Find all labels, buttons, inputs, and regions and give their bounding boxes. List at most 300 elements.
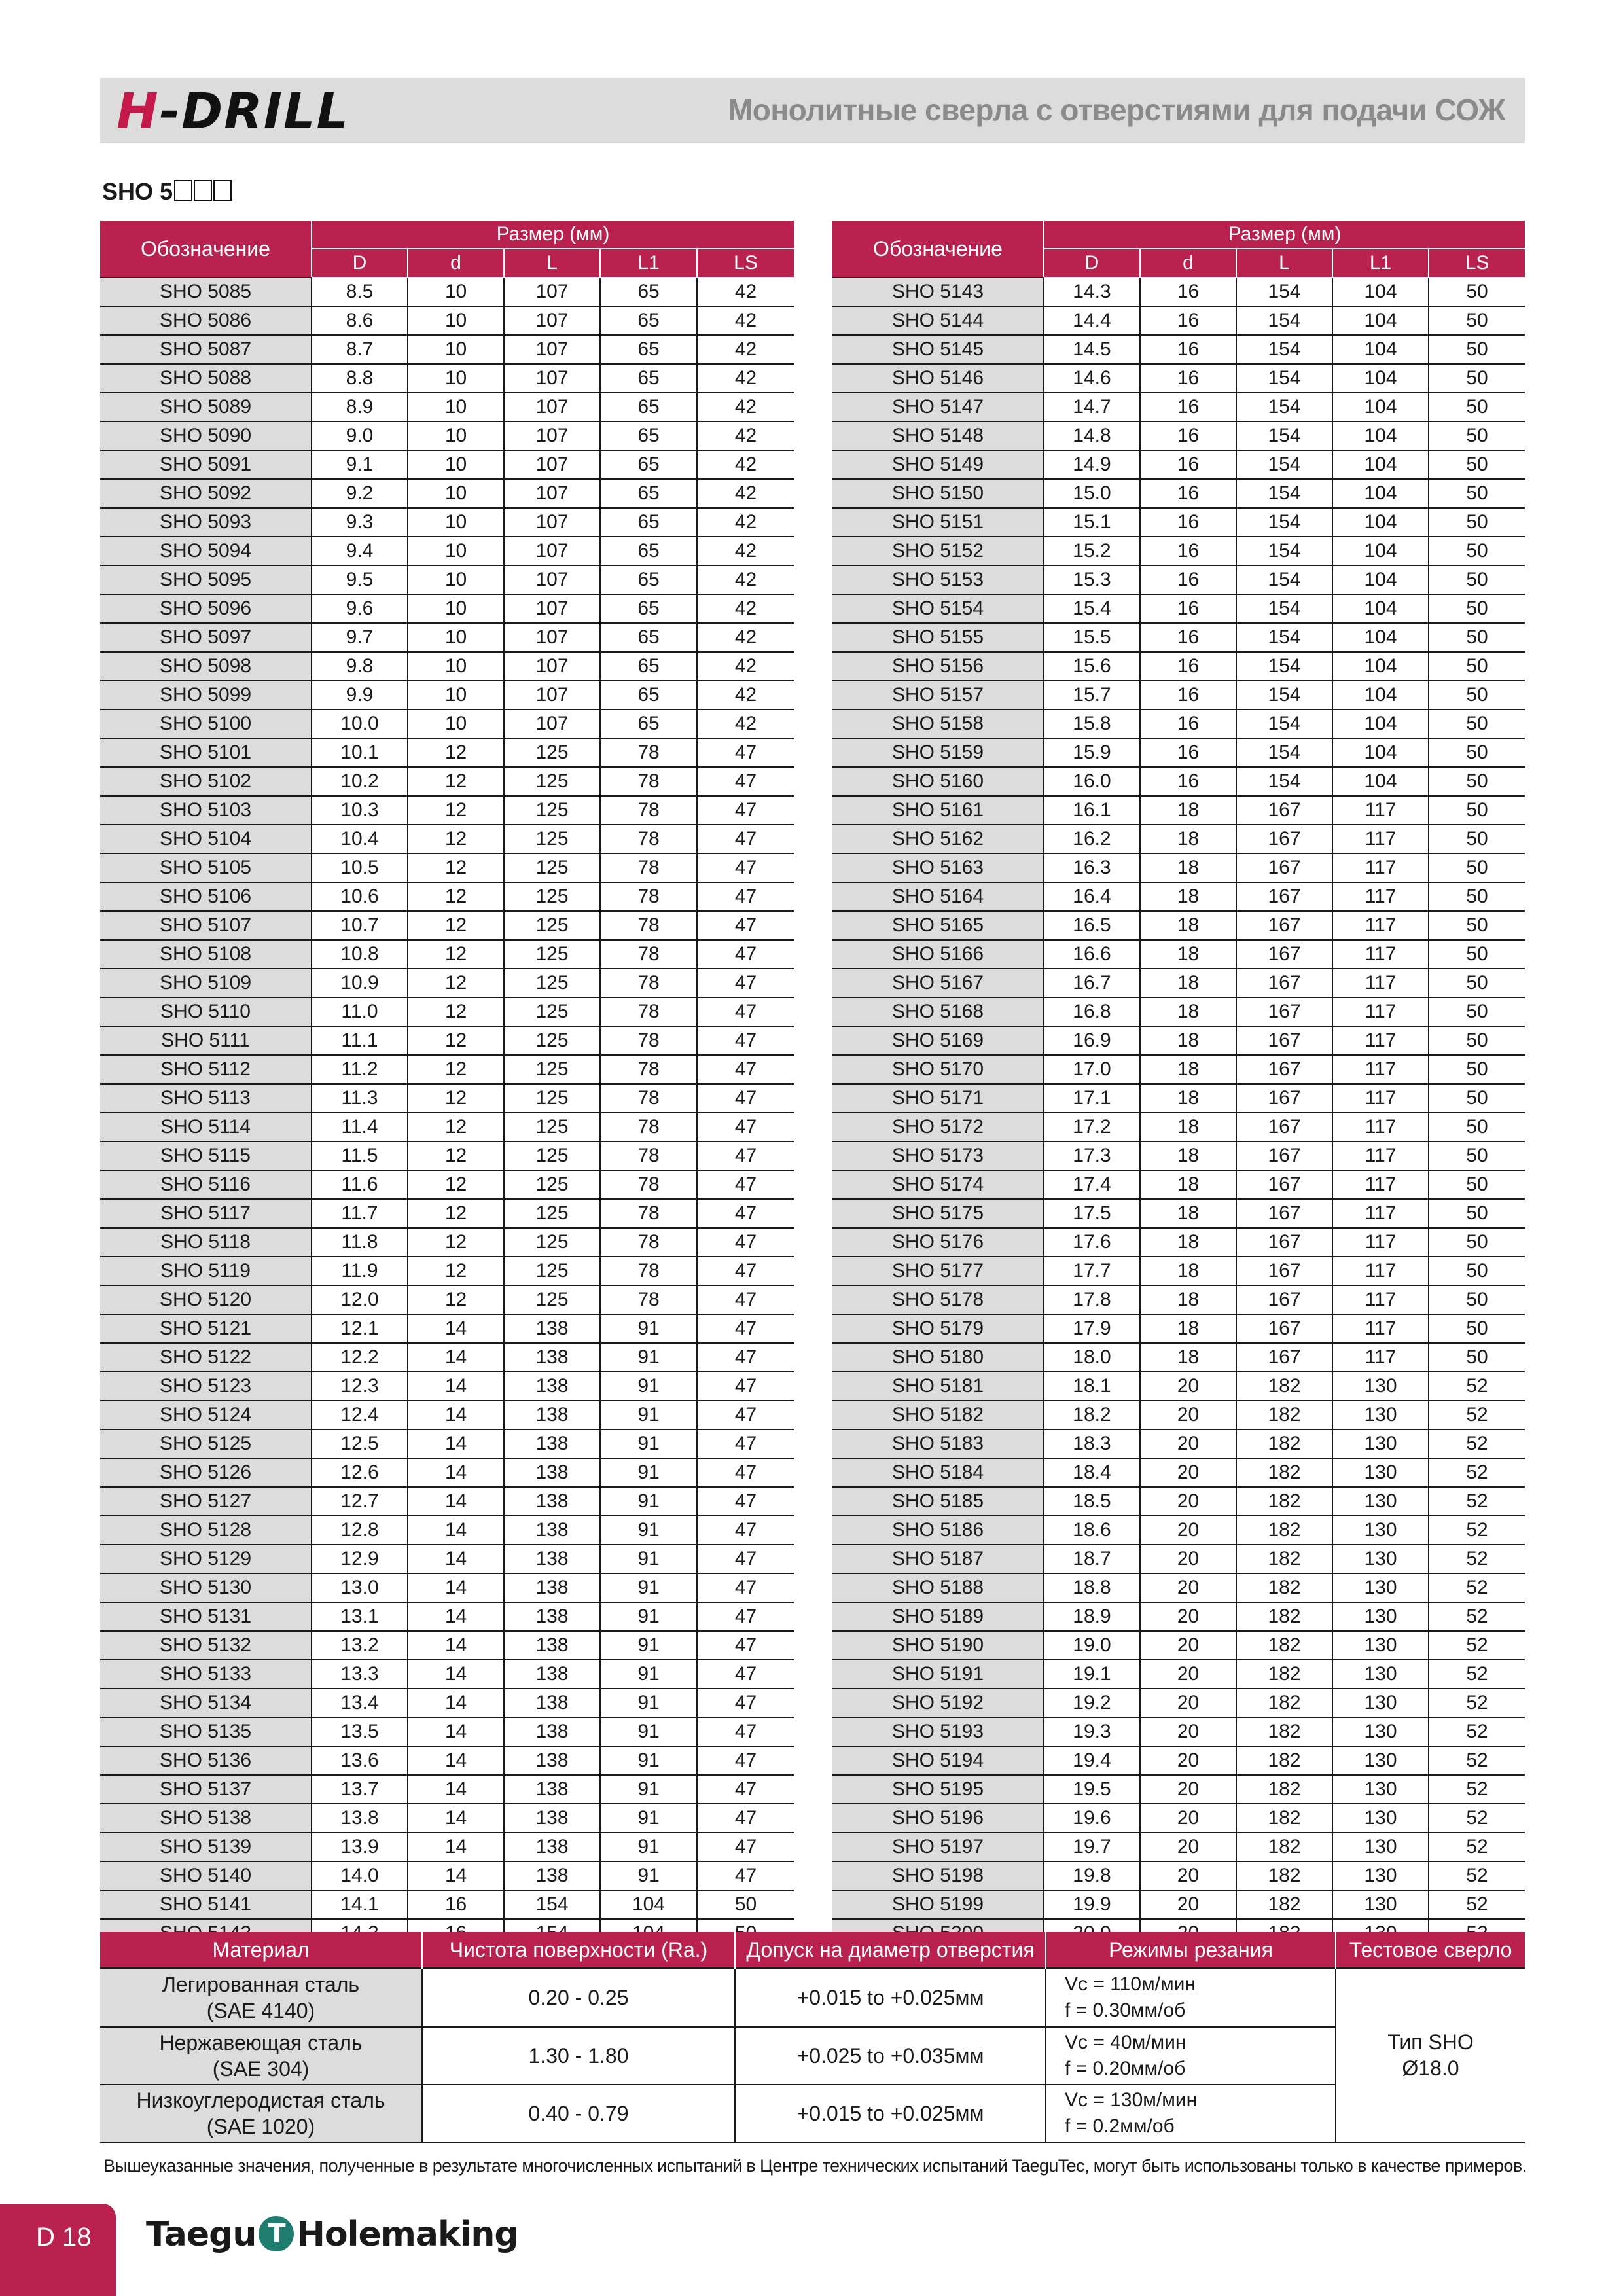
table-row xyxy=(832,738,1525,767)
size-cell: 47 xyxy=(697,1257,794,1285)
size-cell: 117 xyxy=(1332,1026,1429,1055)
designation-cell: SHO 5160 xyxy=(832,767,1044,796)
size-cell: 138 xyxy=(504,1401,600,1429)
size-cell: 12.2 xyxy=(312,1343,408,1372)
table-row xyxy=(100,1026,794,1055)
designation-cell: SHO 5192 xyxy=(832,1689,1044,1717)
table-row xyxy=(100,1401,794,1429)
size-cell: 10 xyxy=(408,278,504,306)
size-cell: 11.1 xyxy=(312,1026,408,1055)
size-cell: 117 xyxy=(1332,853,1429,882)
size-cell: 52 xyxy=(1429,1861,1525,1890)
table-row xyxy=(100,508,794,537)
size-cell: 11.9 xyxy=(312,1257,408,1285)
size-cell: 42 xyxy=(697,278,794,306)
size-cell: 15.9 xyxy=(1044,738,1140,767)
size-cell: 14 xyxy=(408,1717,504,1746)
table-row xyxy=(100,1257,794,1285)
size-cell: 11.8 xyxy=(312,1228,408,1257)
size-cell: 154 xyxy=(1236,623,1332,652)
table-row xyxy=(832,278,1525,306)
table-row xyxy=(832,1026,1525,1055)
size-cell: 12.7 xyxy=(312,1487,408,1516)
table-row xyxy=(832,1631,1525,1660)
size-cell: 138 xyxy=(504,1573,600,1602)
size-cell: 18.6 xyxy=(1044,1516,1140,1545)
size-cell: 47 xyxy=(697,1084,794,1113)
size-cell: 10 xyxy=(408,681,504,709)
size-cell: 107 xyxy=(504,709,600,738)
size-cell: 42 xyxy=(697,450,794,479)
table-row xyxy=(832,940,1525,969)
size-cell: 18 xyxy=(1140,1257,1236,1285)
table-row xyxy=(832,1545,1525,1573)
size-cell: 16.8 xyxy=(1044,997,1140,1026)
size-cell: 104 xyxy=(1332,508,1429,537)
size-cell: 117 xyxy=(1332,1285,1429,1314)
designation-cell: SHO 5122 xyxy=(100,1343,312,1372)
size-cell: 78 xyxy=(600,1084,697,1113)
table-row xyxy=(832,882,1525,911)
header-col-L1: L1 xyxy=(600,249,697,278)
size-cell: 104 xyxy=(1332,681,1429,709)
size-cell: 47 xyxy=(697,882,794,911)
table-row xyxy=(832,565,1525,594)
designation-cell: SHO 5158 xyxy=(832,709,1044,738)
size-cell: 14 xyxy=(408,1487,504,1516)
size-cell: 14.6 xyxy=(1044,364,1140,393)
size-cell: 11.7 xyxy=(312,1199,408,1228)
table-row xyxy=(100,1113,794,1141)
table-row xyxy=(832,796,1525,825)
size-cell: 182 xyxy=(1236,1689,1332,1717)
table-row xyxy=(100,422,794,450)
size-cell: 104 xyxy=(1332,652,1429,681)
size-cell: 167 xyxy=(1236,997,1332,1026)
table-row xyxy=(100,1660,794,1689)
size-cell: 125 xyxy=(504,853,600,882)
table-row xyxy=(832,1660,1525,1689)
size-cell: 10.1 xyxy=(312,738,408,767)
table-row xyxy=(832,1890,1525,1919)
surface-finish-cell: 1.30 - 1.80 xyxy=(422,2027,735,2085)
size-cell: 125 xyxy=(504,738,600,767)
size-cell: 19.5 xyxy=(1044,1775,1140,1804)
size-cell: 104 xyxy=(1332,422,1429,450)
size-cell: 16 xyxy=(1140,623,1236,652)
size-cell: 9.4 xyxy=(312,537,408,565)
size-cell: 47 xyxy=(697,1458,794,1487)
designation-cell: SHO 5115 xyxy=(100,1141,312,1170)
size-cell: 50 xyxy=(1429,479,1525,508)
designation-cell: SHO 5188 xyxy=(832,1573,1044,1602)
size-cell: 138 xyxy=(504,1746,600,1775)
size-cell: 107 xyxy=(504,278,600,306)
designation-cell: SHO 5198 xyxy=(832,1861,1044,1890)
size-cell: 50 xyxy=(1429,537,1525,565)
table-row xyxy=(100,306,794,335)
size-cell: 16.6 xyxy=(1044,940,1140,969)
size-cell: 130 xyxy=(1332,1660,1429,1689)
size-cell: 52 xyxy=(1429,1804,1525,1833)
size-cell: 91 xyxy=(600,1343,697,1372)
designation-cell: SHO 5107 xyxy=(100,911,312,940)
size-cell: 42 xyxy=(697,681,794,709)
table-row xyxy=(832,1861,1525,1890)
designation-cell: SHO 5189 xyxy=(832,1602,1044,1631)
size-cell: 20 xyxy=(1140,1602,1236,1631)
size-cell: 42 xyxy=(697,565,794,594)
size-cell: 42 xyxy=(697,594,794,623)
size-cell: 16.0 xyxy=(1044,767,1140,796)
table-row xyxy=(832,1257,1525,1285)
designation-cell: SHO 5181 xyxy=(832,1372,1044,1401)
size-cell: 19.9 xyxy=(1044,1890,1140,1919)
size-cell: 16 xyxy=(1140,278,1236,306)
size-cell: 117 xyxy=(1332,911,1429,940)
size-cell: 18.0 xyxy=(1044,1343,1140,1372)
size-cell: 50 xyxy=(1429,1026,1525,1055)
size-cell: 138 xyxy=(504,1689,600,1717)
table-row xyxy=(100,364,794,393)
size-cell: 16 xyxy=(1140,681,1236,709)
surface-finish-cell: 0.40 - 0.79 xyxy=(422,2085,735,2142)
table-row xyxy=(100,1833,794,1861)
size-cell: 50 xyxy=(1429,969,1525,997)
table-row xyxy=(832,969,1525,997)
size-cell: 154 xyxy=(1236,335,1332,364)
size-cell: 9.1 xyxy=(312,450,408,479)
size-cell: 47 xyxy=(697,969,794,997)
size-cell: 10 xyxy=(408,594,504,623)
size-cell: 14 xyxy=(408,1660,504,1689)
designation-cell: SHO 5196 xyxy=(832,1804,1044,1833)
size-cell: 125 xyxy=(504,1257,600,1285)
designation-cell: SHO 5194 xyxy=(832,1746,1044,1775)
size-cell: 167 xyxy=(1236,1170,1332,1199)
size-cell: 9.6 xyxy=(312,594,408,623)
size-cell: 91 xyxy=(600,1401,697,1429)
designation-cell: SHO 5161 xyxy=(832,796,1044,825)
header-col-LS: LS xyxy=(697,249,794,278)
size-cell: 125 xyxy=(504,1026,600,1055)
size-cell: 20 xyxy=(1140,1458,1236,1487)
size-cell: 12 xyxy=(408,882,504,911)
size-cell: 138 xyxy=(504,1372,600,1401)
size-cell: 50 xyxy=(1429,335,1525,364)
size-cell: 130 xyxy=(1332,1717,1429,1746)
size-cell: 78 xyxy=(600,825,697,853)
size-cell: 182 xyxy=(1236,1458,1332,1487)
size-cell: 138 xyxy=(504,1602,600,1631)
size-cell: 19.0 xyxy=(1044,1631,1140,1660)
size-cell: 154 xyxy=(1236,594,1332,623)
size-cell: 50 xyxy=(1429,709,1525,738)
size-cell: 17.2 xyxy=(1044,1113,1140,1141)
header-tolerance: Допуск на диаметр отверстия xyxy=(735,1932,1046,1968)
size-cell: 13.5 xyxy=(312,1717,408,1746)
size-cell: 125 xyxy=(504,1170,600,1199)
size-cell: 65 xyxy=(600,652,697,681)
size-cell: 117 xyxy=(1332,997,1429,1026)
size-cell: 52 xyxy=(1429,1833,1525,1861)
size-cell: 91 xyxy=(600,1775,697,1804)
size-cell: 130 xyxy=(1332,1602,1429,1631)
size-cell: 117 xyxy=(1332,1113,1429,1141)
size-cell: 78 xyxy=(600,1113,697,1141)
size-cell: 130 xyxy=(1332,1689,1429,1717)
designation-cell: SHO 5128 xyxy=(100,1516,312,1545)
size-cell: 18 xyxy=(1140,1314,1236,1343)
designation-cell: SHO 5175 xyxy=(832,1199,1044,1228)
designation-cell: SHO 5193 xyxy=(832,1717,1044,1746)
size-cell: 9.8 xyxy=(312,652,408,681)
size-cell: 14 xyxy=(408,1545,504,1573)
designation-cell: SHO 5135 xyxy=(100,1717,312,1746)
size-cell: 52 xyxy=(1429,1746,1525,1775)
size-cell: 13.2 xyxy=(312,1631,408,1660)
designation-cell: SHO 5085 xyxy=(100,278,312,306)
size-cell: 13.0 xyxy=(312,1573,408,1602)
table-row xyxy=(832,508,1525,537)
size-cell: 17.1 xyxy=(1044,1084,1140,1113)
size-cell: 16 xyxy=(1140,393,1236,422)
size-cell: 16 xyxy=(1140,422,1236,450)
size-cell: 138 xyxy=(504,1717,600,1746)
size-cell: 91 xyxy=(600,1660,697,1689)
size-cell: 117 xyxy=(1332,1141,1429,1170)
size-cell: 182 xyxy=(1236,1717,1332,1746)
designation-cell: SHO 5129 xyxy=(100,1545,312,1573)
size-cell: 42 xyxy=(697,393,794,422)
designation-cell: SHO 5173 xyxy=(832,1141,1044,1170)
tolerance-cell: +0.015 to +0.025мм xyxy=(735,1968,1046,2027)
size-cell: 154 xyxy=(1236,537,1332,565)
size-cell: 182 xyxy=(1236,1372,1332,1401)
size-cell: 167 xyxy=(1236,940,1332,969)
size-cell: 125 xyxy=(504,911,600,940)
table-row xyxy=(100,1545,794,1573)
size-cell: 18.3 xyxy=(1044,1429,1140,1458)
size-cell: 42 xyxy=(697,537,794,565)
size-cell: 18 xyxy=(1140,1228,1236,1257)
size-cell: 125 xyxy=(504,940,600,969)
size-cell: 12 xyxy=(408,1026,504,1055)
size-cell: 18 xyxy=(1140,1084,1236,1113)
size-cell: 50 xyxy=(1429,1141,1525,1170)
size-cell: 52 xyxy=(1429,1775,1525,1804)
table-row xyxy=(100,1487,794,1516)
size-cell: 10.3 xyxy=(312,796,408,825)
size-cell: 15.8 xyxy=(1044,709,1140,738)
size-cell: 15.6 xyxy=(1044,652,1140,681)
size-cell: 78 xyxy=(600,1257,697,1285)
size-cell: 16 xyxy=(1140,652,1236,681)
cutting-mode-cell: Vc = 130м/мин f = 0.2мм/об xyxy=(1046,2085,1336,2142)
size-cell: 11.2 xyxy=(312,1055,408,1084)
designation-cell: SHO 5195 xyxy=(832,1775,1044,1804)
size-cell: 47 xyxy=(697,738,794,767)
size-cell: 16 xyxy=(1140,306,1236,335)
size-cell: 50 xyxy=(1429,738,1525,767)
size-cell: 125 xyxy=(504,796,600,825)
size-cell: 16 xyxy=(1140,565,1236,594)
size-cell: 154 xyxy=(1236,393,1332,422)
size-cell: 20 xyxy=(1140,1516,1236,1545)
size-cell: 20 xyxy=(1140,1429,1236,1458)
size-cell: 42 xyxy=(697,335,794,364)
table-row xyxy=(100,1343,794,1372)
table-row xyxy=(832,997,1525,1026)
size-cell: 91 xyxy=(600,1545,697,1573)
size-cell: 18 xyxy=(1140,853,1236,882)
table-row xyxy=(100,393,794,422)
size-cell: 167 xyxy=(1236,1084,1332,1113)
size-cell: 130 xyxy=(1332,1401,1429,1429)
designation-cell: SHO 5163 xyxy=(832,853,1044,882)
size-cell: 20 xyxy=(1140,1401,1236,1429)
size-cell: 9.7 xyxy=(312,623,408,652)
table-row xyxy=(832,450,1525,479)
size-cell: 50 xyxy=(1429,450,1525,479)
size-cell: 52 xyxy=(1429,1573,1525,1602)
size-cell: 14 xyxy=(408,1602,504,1631)
size-cell: 50 xyxy=(1429,911,1525,940)
size-cell: 18.5 xyxy=(1044,1487,1140,1516)
size-cell: 154 xyxy=(1236,278,1332,306)
size-cell: 130 xyxy=(1332,1861,1429,1890)
table-row xyxy=(100,1055,794,1084)
size-cell: 47 xyxy=(697,1141,794,1170)
designation-cell: SHO 5197 xyxy=(832,1833,1044,1861)
size-cell: 182 xyxy=(1236,1660,1332,1689)
table-row xyxy=(100,1314,794,1343)
size-cell: 104 xyxy=(1332,738,1429,767)
size-cell: 8.8 xyxy=(312,364,408,393)
size-cell: 167 xyxy=(1236,911,1332,940)
size-cell: 19.6 xyxy=(1044,1804,1140,1833)
table-row xyxy=(100,1084,794,1113)
designation-cell: SHO 5148 xyxy=(832,422,1044,450)
designation-cell: SHO 5165 xyxy=(832,911,1044,940)
size-cell: 14 xyxy=(408,1746,504,1775)
table-row xyxy=(100,623,794,652)
designation-cell: SHO 5132 xyxy=(100,1631,312,1660)
designation-cell: SHO 5111 xyxy=(100,1026,312,1055)
designation-cell: SHO 5123 xyxy=(100,1372,312,1401)
size-cell: 107 xyxy=(504,335,600,364)
size-cell: 50 xyxy=(1429,940,1525,969)
size-cell: 10.9 xyxy=(312,969,408,997)
size-cell: 50 xyxy=(1429,997,1525,1026)
designation-cell: SHO 5104 xyxy=(100,825,312,853)
size-cell: 20 xyxy=(1140,1660,1236,1689)
size-cell: 138 xyxy=(504,1861,600,1890)
size-cell: 47 xyxy=(697,1372,794,1401)
size-cell: 182 xyxy=(1236,1861,1332,1890)
designation-cell: SHO 5098 xyxy=(100,652,312,681)
size-cell: 138 xyxy=(504,1545,600,1573)
designation-cell: SHO 5093 xyxy=(100,508,312,537)
size-cell: 78 xyxy=(600,911,697,940)
size-cell: 182 xyxy=(1236,1804,1332,1833)
designation-cell: SHO 5090 xyxy=(100,422,312,450)
size-cell: 8.7 xyxy=(312,335,408,364)
designation-cell: SHO 5179 xyxy=(832,1314,1044,1343)
size-cell: 125 xyxy=(504,1199,600,1228)
size-cell: 11.6 xyxy=(312,1170,408,1199)
size-cell: 91 xyxy=(600,1458,697,1487)
designation-cell: SHO 5183 xyxy=(832,1429,1044,1458)
size-cell: 10 xyxy=(408,652,504,681)
size-cell: 18.1 xyxy=(1044,1372,1140,1401)
size-cell: 182 xyxy=(1236,1631,1332,1660)
designation-cell: SHO 5113 xyxy=(100,1084,312,1113)
size-cell: 107 xyxy=(504,393,600,422)
size-cell: 154 xyxy=(1236,565,1332,594)
size-cell: 12 xyxy=(408,1113,504,1141)
size-cell: 167 xyxy=(1236,882,1332,911)
designation-cell: SHO 5178 xyxy=(832,1285,1044,1314)
size-cell: 167 xyxy=(1236,969,1332,997)
size-cell: 107 xyxy=(504,681,600,709)
size-cell: 104 xyxy=(1332,450,1429,479)
size-cell: 16.5 xyxy=(1044,911,1140,940)
table-row xyxy=(832,1833,1525,1861)
size-cell: 12 xyxy=(408,738,504,767)
size-cell: 107 xyxy=(504,652,600,681)
designation-cell: SHO 5110 xyxy=(100,997,312,1026)
size-cell: 8.6 xyxy=(312,306,408,335)
header-col-D: D xyxy=(312,249,408,278)
size-cell: 117 xyxy=(1332,940,1429,969)
table-row xyxy=(100,1689,794,1717)
size-cell: 47 xyxy=(697,1804,794,1833)
size-cell: 130 xyxy=(1332,1516,1429,1545)
size-cell: 47 xyxy=(697,1055,794,1084)
size-cell: 182 xyxy=(1236,1746,1332,1775)
size-cell: 50 xyxy=(1429,681,1525,709)
size-cell: 167 xyxy=(1236,1113,1332,1141)
size-cell: 19.2 xyxy=(1044,1689,1140,1717)
table-row xyxy=(100,1458,794,1487)
table-row xyxy=(832,1746,1525,1775)
size-cell: 107 xyxy=(504,422,600,450)
size-cell: 91 xyxy=(600,1487,697,1516)
designation-cell: SHO 5140 xyxy=(100,1861,312,1890)
size-cell: 78 xyxy=(600,738,697,767)
table-row xyxy=(100,969,794,997)
size-cell: 18 xyxy=(1140,969,1236,997)
table-row xyxy=(832,1602,1525,1631)
table-row xyxy=(100,1746,794,1775)
size-cell: 130 xyxy=(1332,1804,1429,1833)
size-cell: 15.4 xyxy=(1044,594,1140,623)
size-cell: 11.4 xyxy=(312,1113,408,1141)
table-row xyxy=(832,1141,1525,1170)
size-cell: 16.1 xyxy=(1044,796,1140,825)
size-cell: 78 xyxy=(600,1055,697,1084)
header-designation: Обозначение xyxy=(100,221,312,278)
size-cell: 16 xyxy=(1140,767,1236,796)
designation-cell: SHO 5168 xyxy=(832,997,1044,1026)
spec-table-left xyxy=(100,221,794,1948)
size-cell: 10 xyxy=(408,479,504,508)
size-cell: 16.9 xyxy=(1044,1026,1140,1055)
size-cell: 20 xyxy=(1140,1775,1236,1804)
size-cell: 50 xyxy=(1429,853,1525,882)
size-cell: 20 xyxy=(1140,1833,1236,1861)
